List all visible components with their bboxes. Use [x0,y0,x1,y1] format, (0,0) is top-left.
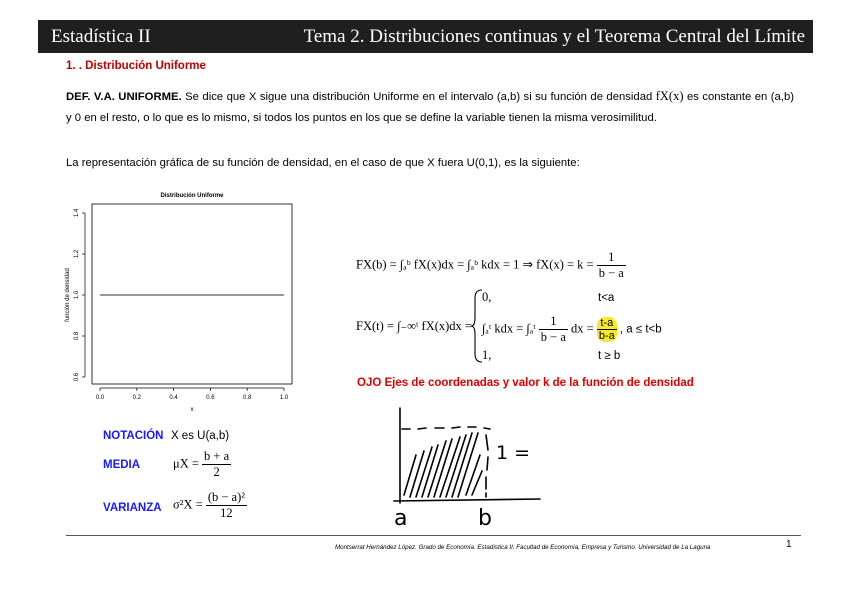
case2-result-fraction [597,317,617,342]
case2-condition: , a ≤ t<b [619,323,662,336]
eq1-fraction [597,250,626,281]
intro-paragraph: La representación gráfica de su función de densidad, en el caso de que X fuera U(0,1), es la siguiente: [66,157,580,169]
notation-row [103,426,229,444]
x-tick-label: 0.0 [95,395,105,401]
eq1-numerator: 1 [597,250,626,266]
mean-numerator: b + a [204,449,230,463]
variance-denominator: 12 [220,506,233,520]
warning-note: OJO Ejes de coordenadas y valor k de la función de densidad [357,377,694,389]
case2-result-numerator: t-a [597,317,617,330]
case1-value: 0, [482,290,492,304]
y-axis [74,208,85,381]
case3-condition: t ≥ b [598,350,621,362]
case2-numerator: 1 [539,314,568,330]
x-axis [96,388,289,401]
section-title: 1. . Distribución Uniforme [66,60,206,72]
x-tick-label: 0.6 [206,395,215,401]
x-tick-label: 0.8 [243,395,252,401]
definition-paragraph [66,86,794,129]
sketch-k-label: 1 = [496,442,531,464]
definition-text-2: es constante en (a,b) y 0 en el resto, o lo que es lo mismo, si todos los puntos en los que se define la variable tienen la misma verosimilitud. [66,91,795,124]
variance-fraction [206,490,247,521]
mean-denominator: 2 [213,465,220,479]
y-axis-label: función de densidad [65,268,71,322]
variance-numerator: (b − a)² [207,490,245,504]
topic-title: Tema 2. Distribuciones continuas y el Teorema Central del Límite [303,26,805,47]
x-tick-label: 0.4 [169,395,178,401]
course-title: Estadística II [51,26,151,47]
variance-label: VARIANZA [103,502,162,514]
formula-cdf-b [356,250,626,281]
footer-divider [66,535,801,536]
chart-title: Distribución Uniforme [160,193,224,199]
y-tick-label: 0.6 [74,372,80,382]
handwritten-sketch [380,405,550,530]
notation-value: X es U(a,b) [170,430,230,442]
x-axis-label: x [190,407,194,413]
y-tick-label: 1.2 [74,249,80,259]
uniform-density-chart [60,185,300,415]
variance-formula [173,490,247,521]
case1-condition: t<a [598,292,615,304]
case2-expression [482,314,662,345]
mean-lhs: μX = [173,456,199,471]
sketch-a-label: a [394,506,408,530]
x-tick-label: 0.2 [132,395,141,401]
case2-fraction [539,314,568,345]
y-tick-label: 1.0 [74,290,80,300]
case2-integral: ∫ₐᵗ kdx = ∫ₐᵗ [482,321,536,336]
notation-label: NOTACIÓN [103,430,164,442]
plot-frame [92,204,292,384]
mean-fraction [202,449,231,480]
eq1-lhs: FX(b) = ∫ₐᵇ fX(x)dx = ∫ₐᵇ kdx = 1 ⇒ fX(x) = k = [356,257,597,272]
sketch-b-label: b [478,506,492,530]
mean-formula [173,449,231,480]
case2-denominator: b − a [540,330,566,344]
x-tick-label: 1.0 [279,395,289,401]
case2-dx: dx = [571,321,594,336]
mean-label: MEDIA [103,459,141,471]
eq2-lhs: FX(t) = ∫₋∞ᵗ fX(x)dx = [356,319,472,333]
definition-text-1: Se dice que X sigue una distribución Uniforme en el intervalo (a,b) si su función de densidad [181,91,656,103]
page-number: 1 [786,539,792,550]
eq1-denominator: b − a [598,266,624,280]
density-symbol: fX(x) [655,89,684,103]
footer-text: Montserrat Hernández López. Grado de Economía. Estadística II. Facultad de Economía, Empresa y Turismo. Universidad de La Laguna [335,544,711,551]
definition-term: DEF. V.A. UNIFORME. [66,91,182,103]
case2-result-denominator: b-a [598,330,615,342]
variance-lhs: σ²X = [173,497,203,512]
case3-value: 1, [482,348,492,362]
header-bar [38,20,813,53]
y-tick-label: 0.8 [74,331,80,341]
y-tick-label: 1.4 [74,208,80,218]
